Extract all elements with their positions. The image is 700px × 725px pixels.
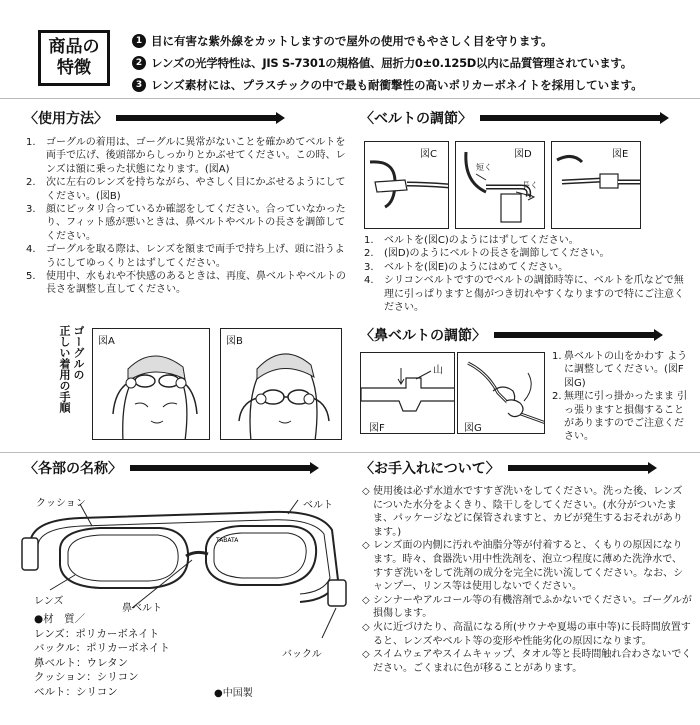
step-number: 4. [26, 244, 36, 256]
features-title-line1: 商品の [48, 37, 100, 57]
material-item: クッション：シリコン [34, 671, 139, 683]
list-item [362, 594, 692, 621]
heading-bar [116, 115, 276, 121]
diamond-bullet-icon: ◇ [362, 540, 370, 552]
figure-a [92, 328, 210, 440]
material-item: 鼻ベルト：ウレタン [34, 656, 129, 669]
step-text: 使用中、水もれや不快感のあるときは、再度、鼻ベルトやベルトの長さを調整し直してください。 [46, 271, 346, 296]
figure-e-label: 図E [612, 149, 629, 160]
list-item [26, 176, 346, 203]
origin-label: ●中国製 [214, 688, 253, 699]
care-text: 使用後は必ず水道水ですすぎ洗いをしてください。洗った後、レンズについた水分をよくきり、陰干しをしてください。(水分がついたまま、パッケージなどに保管されますと、カビが発生するおそれがあります。) [373, 486, 683, 538]
care-text: シンナーやアルコール等の有機溶剤でふかないでください。ゴーグルが損傷します。 [373, 594, 692, 620]
care-heading-text: 〈お手入れについて〉 [360, 461, 500, 477]
figure-a-label: 図A [98, 336, 115, 347]
step-text: ゴーグルを取る際は、レンズを額まで両手で持ち上げ、頭に沿うようにしてゆっくりとはずしてください。 [46, 244, 345, 269]
parts-heading-text: 〈各部の名称〉 [24, 461, 122, 477]
label-buckle: バックル [282, 649, 322, 660]
heading-bar [130, 465, 310, 471]
parts-heading [24, 458, 319, 478]
step-number: 3. [26, 204, 36, 216]
list-item [364, 261, 684, 274]
care-text: スイムウェアやスイムキャップ、タオル等と長時間触れ合わさないでください。ごくまれに色が移ることがあります。 [373, 649, 692, 674]
material-item: バックル：ポリカーボネイト [34, 642, 170, 654]
heading-arrow-icon [276, 112, 285, 124]
step-number: 1. [364, 235, 374, 246]
step-text: (図D)のようにベルトの長さを調節してください。 [384, 248, 610, 260]
step-text: 鼻ベルトの山をかわす ように調整してください。(図F 図G) [564, 351, 688, 389]
list-item [26, 270, 346, 297]
label-cushion: クッション [36, 498, 86, 509]
step-number: 2. [552, 391, 562, 403]
list-item [362, 648, 692, 675]
diamond-bullet-icon: ◇ [362, 621, 370, 633]
figure-c-label: 図C [420, 149, 437, 160]
features-title-line2: 特徴 [57, 58, 91, 78]
list-item [552, 390, 692, 444]
feature-text: レンズの光学特性は、JIS S-7301の規格値、屈折力0±0.125D以内に品質管理されています。 [151, 56, 632, 70]
material-item: レンズ：ポリカーボネイト [34, 627, 160, 640]
figure-d [455, 141, 545, 229]
heading-bar [508, 465, 648, 471]
step-number: 2. [364, 248, 374, 260]
number-badge-icon: 1 [132, 34, 146, 48]
label-lens: レンズ [34, 596, 64, 607]
vertical-caption-line1: ゴーグルの [72, 325, 85, 380]
diamond-bullet-icon: ◇ [362, 594, 370, 606]
materials-title: ●材 質／ [34, 613, 86, 625]
feature-text: レンズ素材には、プラスチックの中で最も耐衝撃性の高いポリカーボネイトを採用しています。 [151, 78, 643, 92]
nose-belt-heading-text: 〈鼻ベルトの調節〉 [360, 328, 486, 344]
figure-c [364, 141, 449, 229]
list-item [26, 203, 346, 243]
feature-item [132, 30, 692, 52]
label-nose-belt: 鼻ベルト [122, 603, 162, 614]
list-item [364, 247, 684, 260]
usage-steps [26, 136, 346, 297]
step-number: 3. [364, 261, 374, 273]
middle-divider [0, 452, 700, 453]
mountain-label: 山 [433, 365, 443, 376]
heading-arrow-icon [660, 112, 669, 124]
usage-heading-text: 〈使用方法〉 [24, 111, 108, 127]
step-text: 次に左右のレンズを持ちながら、やさしく目にかぶせるようにしてください。(図B) [46, 177, 346, 202]
heading-arrow-icon [310, 462, 319, 474]
step-number: 2. [26, 177, 36, 189]
features-title-box [38, 30, 110, 86]
step-number: 4. [364, 275, 374, 287]
number-badge-icon: 2 [132, 56, 146, 70]
list-item [26, 243, 346, 270]
heading-arrow-icon [654, 329, 663, 341]
diamond-bullet-icon: ◇ [362, 649, 370, 661]
step-number: 1. [26, 137, 36, 148]
figure-f-label: 図F [369, 423, 385, 434]
step-number: 5. [26, 271, 36, 283]
step-text: シリコンベルトですのでベルトの調節時等に、ベルトを爪などで無理に引っぱりますと傷がつき切れやすくなりますので特にご注意ください。 [384, 275, 684, 314]
nose-belt-steps [552, 350, 692, 444]
list-item [26, 136, 346, 176]
figure-f [360, 352, 455, 434]
list-item [362, 621, 692, 648]
feature-text: 目に有害な紫外線をカットしますので屋外の使用でもやさしく目を守ります。 [151, 34, 553, 48]
figure-g [457, 352, 545, 434]
vertical-caption [44, 325, 84, 445]
list-item [362, 539, 692, 593]
header-divider [0, 98, 700, 99]
lengthen-label: 長く [522, 181, 538, 190]
usage-heading [24, 108, 285, 128]
belt-heading-text: 〈ベルトの調節〉 [360, 111, 472, 127]
heading-bar [494, 332, 654, 338]
figure-g-label: 図G [464, 423, 482, 434]
care-list [362, 485, 692, 675]
feature-list [132, 30, 692, 96]
vertical-caption-line2: 正しい着用の手順 [58, 325, 71, 413]
number-badge-icon: 3 [132, 78, 146, 92]
label-belt: ベルト [303, 500, 333, 511]
shorten-label: 短く [476, 163, 492, 172]
list-item [552, 350, 692, 390]
care-text: レンズ面の内側に汚れや油脂分等が付着すると、くもりの原因になります。時々、食器洗い用中性洗剤を、泡立つ程度に薄めた洗浄水で、すすぎ洗いをして洗剤の成分を完全に洗い流してください。なお、シャンプー、リンス等は使用しないでください。 [373, 540, 684, 593]
step-text: 無理に引っ掛かったまま 引っ張りますと損傷することがありますのでご注意ください。 [564, 391, 688, 443]
heading-bar [480, 115, 660, 121]
step-text: ベルトを(図E)のようにはめてください。 [384, 261, 569, 273]
step-text: ベルトを(図C)のようにはずしてください。 [384, 235, 579, 246]
feature-item [132, 52, 692, 74]
step-number: 1. [552, 351, 562, 362]
care-text: 火に近づけたり、高温になる所(サウナや夏場の車中等)に長時間放置すると、レンズやベルト等の変形や性能劣化の原因になります。 [373, 621, 691, 647]
step-text: ゴーグルの着用は、ゴーグルに異常がないことを確かめてベルトを両手で広げ、後頭部からしっかりとかぶせてください。この時、レンズは額に乗った状態になります。(図A) [46, 137, 346, 175]
feature-item [132, 74, 692, 96]
nose-belt-heading [360, 325, 663, 345]
care-heading [360, 458, 657, 478]
list-item [364, 274, 684, 314]
list-item [362, 485, 692, 539]
brand-mark: TABATA [216, 537, 239, 544]
list-item [364, 234, 684, 247]
figure-d-label: 図D [514, 149, 532, 160]
diamond-bullet-icon: ◇ [362, 486, 370, 497]
figure-b-label: 図B [226, 336, 243, 347]
figure-b [220, 328, 342, 440]
material-item: ベルト：シリコン [34, 685, 118, 698]
heading-arrow-icon [648, 462, 657, 474]
belt-heading [360, 108, 669, 128]
belt-steps [364, 234, 684, 314]
figure-e [551, 141, 641, 229]
step-text: 顔にピッタリ合っているか確認をしてください。合っていなかったり、フィット感が悪いときは、鼻ベルトやベルトの長さを調節してください。 [46, 204, 346, 242]
